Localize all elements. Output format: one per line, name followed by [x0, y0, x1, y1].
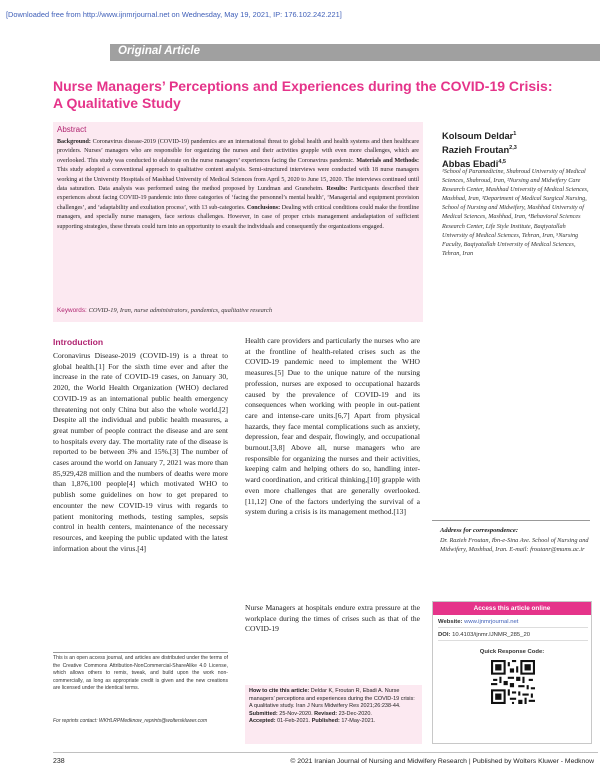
keywords	[57, 307, 272, 314]
access-online-box	[432, 601, 592, 744]
correspondence-box	[432, 520, 590, 591]
conclusions-label: Conclusions:	[246, 204, 281, 211]
author	[442, 142, 592, 156]
author-name: Kolsoum Deldar	[442, 131, 514, 142]
website-link[interactable]: www.ijnmrjournal.net	[464, 619, 519, 625]
section-label: Original Article	[118, 45, 201, 57]
background-label: Background:	[57, 139, 91, 145]
section-bar	[110, 44, 600, 61]
open-access-note: This is an open access journal, and articles are distributed under the terms of the Creative Commons Attribution-NonCommercial-ShareAlike 4.0 License, which allows others to remix, tweak, and build upon the work non-commercially, as long as appropriate credit is given and the new creations are licensed under the identical terms.	[53, 652, 228, 693]
website-row	[438, 619, 588, 628]
qr-label: Quick Response Code:	[479, 649, 545, 655]
revised-label: Revised:	[314, 710, 338, 717]
article-title: Nurse Managers’ Perceptions and Experiences during the COVID-19 Crisis: A Qualitative Study	[53, 78, 553, 111]
accepted-date: 01-Feb-2021.	[277, 718, 311, 724]
correspondence-heading: Address for correspondence:	[440, 527, 519, 534]
footer-divider	[53, 752, 598, 753]
author-affil-sup: 2,3	[509, 145, 517, 152]
download-banner: [Downloaded free from http://www.ijnmrjournal.net on Wednesday, May 19, 2021, IP: 176.102.242.221]	[6, 10, 342, 19]
accepted-label: Accepted:	[249, 718, 276, 724]
citation-box	[245, 685, 422, 744]
published-date: 17-May-2021.	[341, 718, 376, 724]
introduction-column-2: Health care providers and particularly the nurses who are at the frontline of health-related crises such as the COVID-19 pandemic need to implement the WHO measures.[5] Due to the unique nature of the nursing profession, nurses are exposed to occupational hazards caused by the prevalence of COVID-19 and its consequences when working with people in out-patient care and intense-care units.[6,7] Apart from physical hazards, they face mental complications such as anxiety, depression, fear and despair, flowingly, and occupational burnout.[3,8] Above all, nurse managers who are responsible for organizing the nurses and their activities, keeping calm and helping others do so, handling inter-ward coordination, and critical thinking,[10] grapple with even more challenges that are generally overlooked.[11,12] One of the factors underlying the survival of a system during a crisis is its management method.[13]	[245, 336, 420, 517]
abstract-heading: Abstract	[57, 125, 87, 134]
background-text: Coronavirus disease-2019 (COVID-19) pandemics are an international threat to global health and health systems and then healthcare providers. Nurses’ managers who are responsible for organizing the nurses and their activities grapple with even more challenges, which are overlooked. This study was conducted to elaborate on the nurse managers’ experiences facing the Coronavirus pandemic.	[57, 139, 420, 164]
abstract-text	[57, 138, 419, 232]
affiliations: ¹School of Paramedicine, Shahroud University of Medical Sciences, Shahroud, Iran, ²Nursing and Midwifery Care Research Center, Mashhad University of Medical Sciences, Mashhad, Iran, ³Department of Medical Surgical Nursing, School of Nursing and Midwifery, Mashhad University of Medical Sciences, Mashhad, Iran, ⁴Behavioral Sciences Research Center, Life Style Institute, Baqiyatallah University of Medical Sciences, Tehran, Iran, ⁵Nursing Faculty, Baqiyatallah University of Medical Sciences, Tehran, Iran	[442, 168, 589, 257]
author-name: Razieh Froutan	[442, 145, 510, 156]
website-label: Website:	[438, 619, 463, 625]
published-label: Published:	[311, 718, 340, 724]
results-label: Results:	[326, 186, 348, 193]
author-affil-sup: 4,5	[498, 159, 506, 166]
doi-row	[438, 632, 588, 641]
reprints-contact: For reprints contact: WKHLRPMedknow_reprints@wolterskluwer.com	[53, 718, 208, 724]
introduction-column-1: Coronavirus Disease-2019 (COVID-19) is a threat to global health.[1] For the sixth time ever and after the increase in the rate of COVID-19 cases, on January 30, 2020, the World Health Organization (WHO) declared COVID-19 as an international public health emergency threatening not only China but also the whole world.[2] Despite all the individual and public health measures, a great number of people contract the disease and are sent to hospitals every day. The mortality rate of the disease is reported to be between 3% and 15%.[3] The number of cases around the world on January 7, 2021 was more than 85,929,428 million and the numbers of deaths were more than 1,876,100 people[4] which motivated WHO to publish some guidelines on how to get prepared to encounter the new COVID-19 virus with regards to patient monitoring methods, testing samples, sepsis control in health centers, maintenance of the necessary resources, and keeping the public updated with the latest information about the virus.[4]	[53, 351, 228, 553]
submitted-date: 25-Nov-2020.	[279, 710, 313, 717]
qr-code-icon[interactable]	[491, 660, 535, 704]
correspondence-text: Dr. Razieh Froutan, Ibn-e-Sina Ave. School of Nursing and Midwifery, Mashhad, Iran. E-mail: froutanr@mums.ac.ir	[440, 537, 589, 554]
author	[442, 128, 592, 142]
keywords-value: COVID-19, Iran, nurse administrators, pandemics, qualitative research	[88, 307, 273, 314]
revised-date: 23-Dec-2020.	[338, 710, 372, 717]
author-name: Abbas Ebadi	[442, 159, 499, 170]
doi-label: DOI:	[438, 632, 451, 638]
author-affil-sup: 1	[513, 131, 517, 137]
citation-text: Deldar K, Froutan R, Ebadi A. Nurse managers’ perceptions and experiences during the COVID-19 crisis: A qualitative study. Iran J Nurs Midwifery Res 2021;26:238-44.	[249, 688, 415, 709]
submitted-label: Submitted:	[249, 710, 278, 717]
doi-value[interactable]: 10.4103/ijnmr.IJNMR_285_20	[452, 632, 531, 638]
results-text: Participants described their experiences about facing COVID-19 pandemic into three categories of ‘facing the personnel’s mental health’, ‘Managerial and equipment provision challenges’, and ‘adaptability and exultation process’, with 13 sub-categories.	[57, 186, 420, 211]
author-list	[442, 128, 592, 170]
access-title: Access this article online	[433, 602, 591, 615]
page-number: 238	[53, 758, 65, 765]
conclusions-text: Dealing with critical conditions could make the frontline managers, and specially nurse managers, face serious challenges. However, in case of proper crisis management andadaptation of sufficient supporting strategies, these threats could turn into an opportunity to exault the individuals and consequently the organizations engaged.	[57, 204, 419, 230]
introduction-heading: Introduction	[53, 337, 104, 347]
citation-label: How to cite this article:	[249, 688, 310, 694]
keywords-box	[53, 304, 423, 318]
keywords-label: Keywords:	[57, 307, 87, 314]
footer-text: © 2021 Iranian Journal of Nursing and Midwifery Research | Published by Wolters Kluwer - Medknow	[290, 758, 594, 765]
methods-text: This study adopted a conventional approach to qualitative content analysis. Semi-structured interviews were conducted with 18 nurse managers working at the University Hospitals of Mashhad University of Medical Sciences from April 5, 2020 to June 15, 2020. The interviews continued until data saturation. Data analysis was performed using the method proposed by Lundman and Graneheim.	[57, 167, 419, 193]
methods-label: Materials and Methods:	[356, 157, 419, 164]
abstract-box	[53, 122, 423, 322]
introduction-column-2-continued: Nurse Managers at hospitals endure extra pressure at the workplace during the times of crises such as that of the COVID-19	[245, 603, 420, 634]
